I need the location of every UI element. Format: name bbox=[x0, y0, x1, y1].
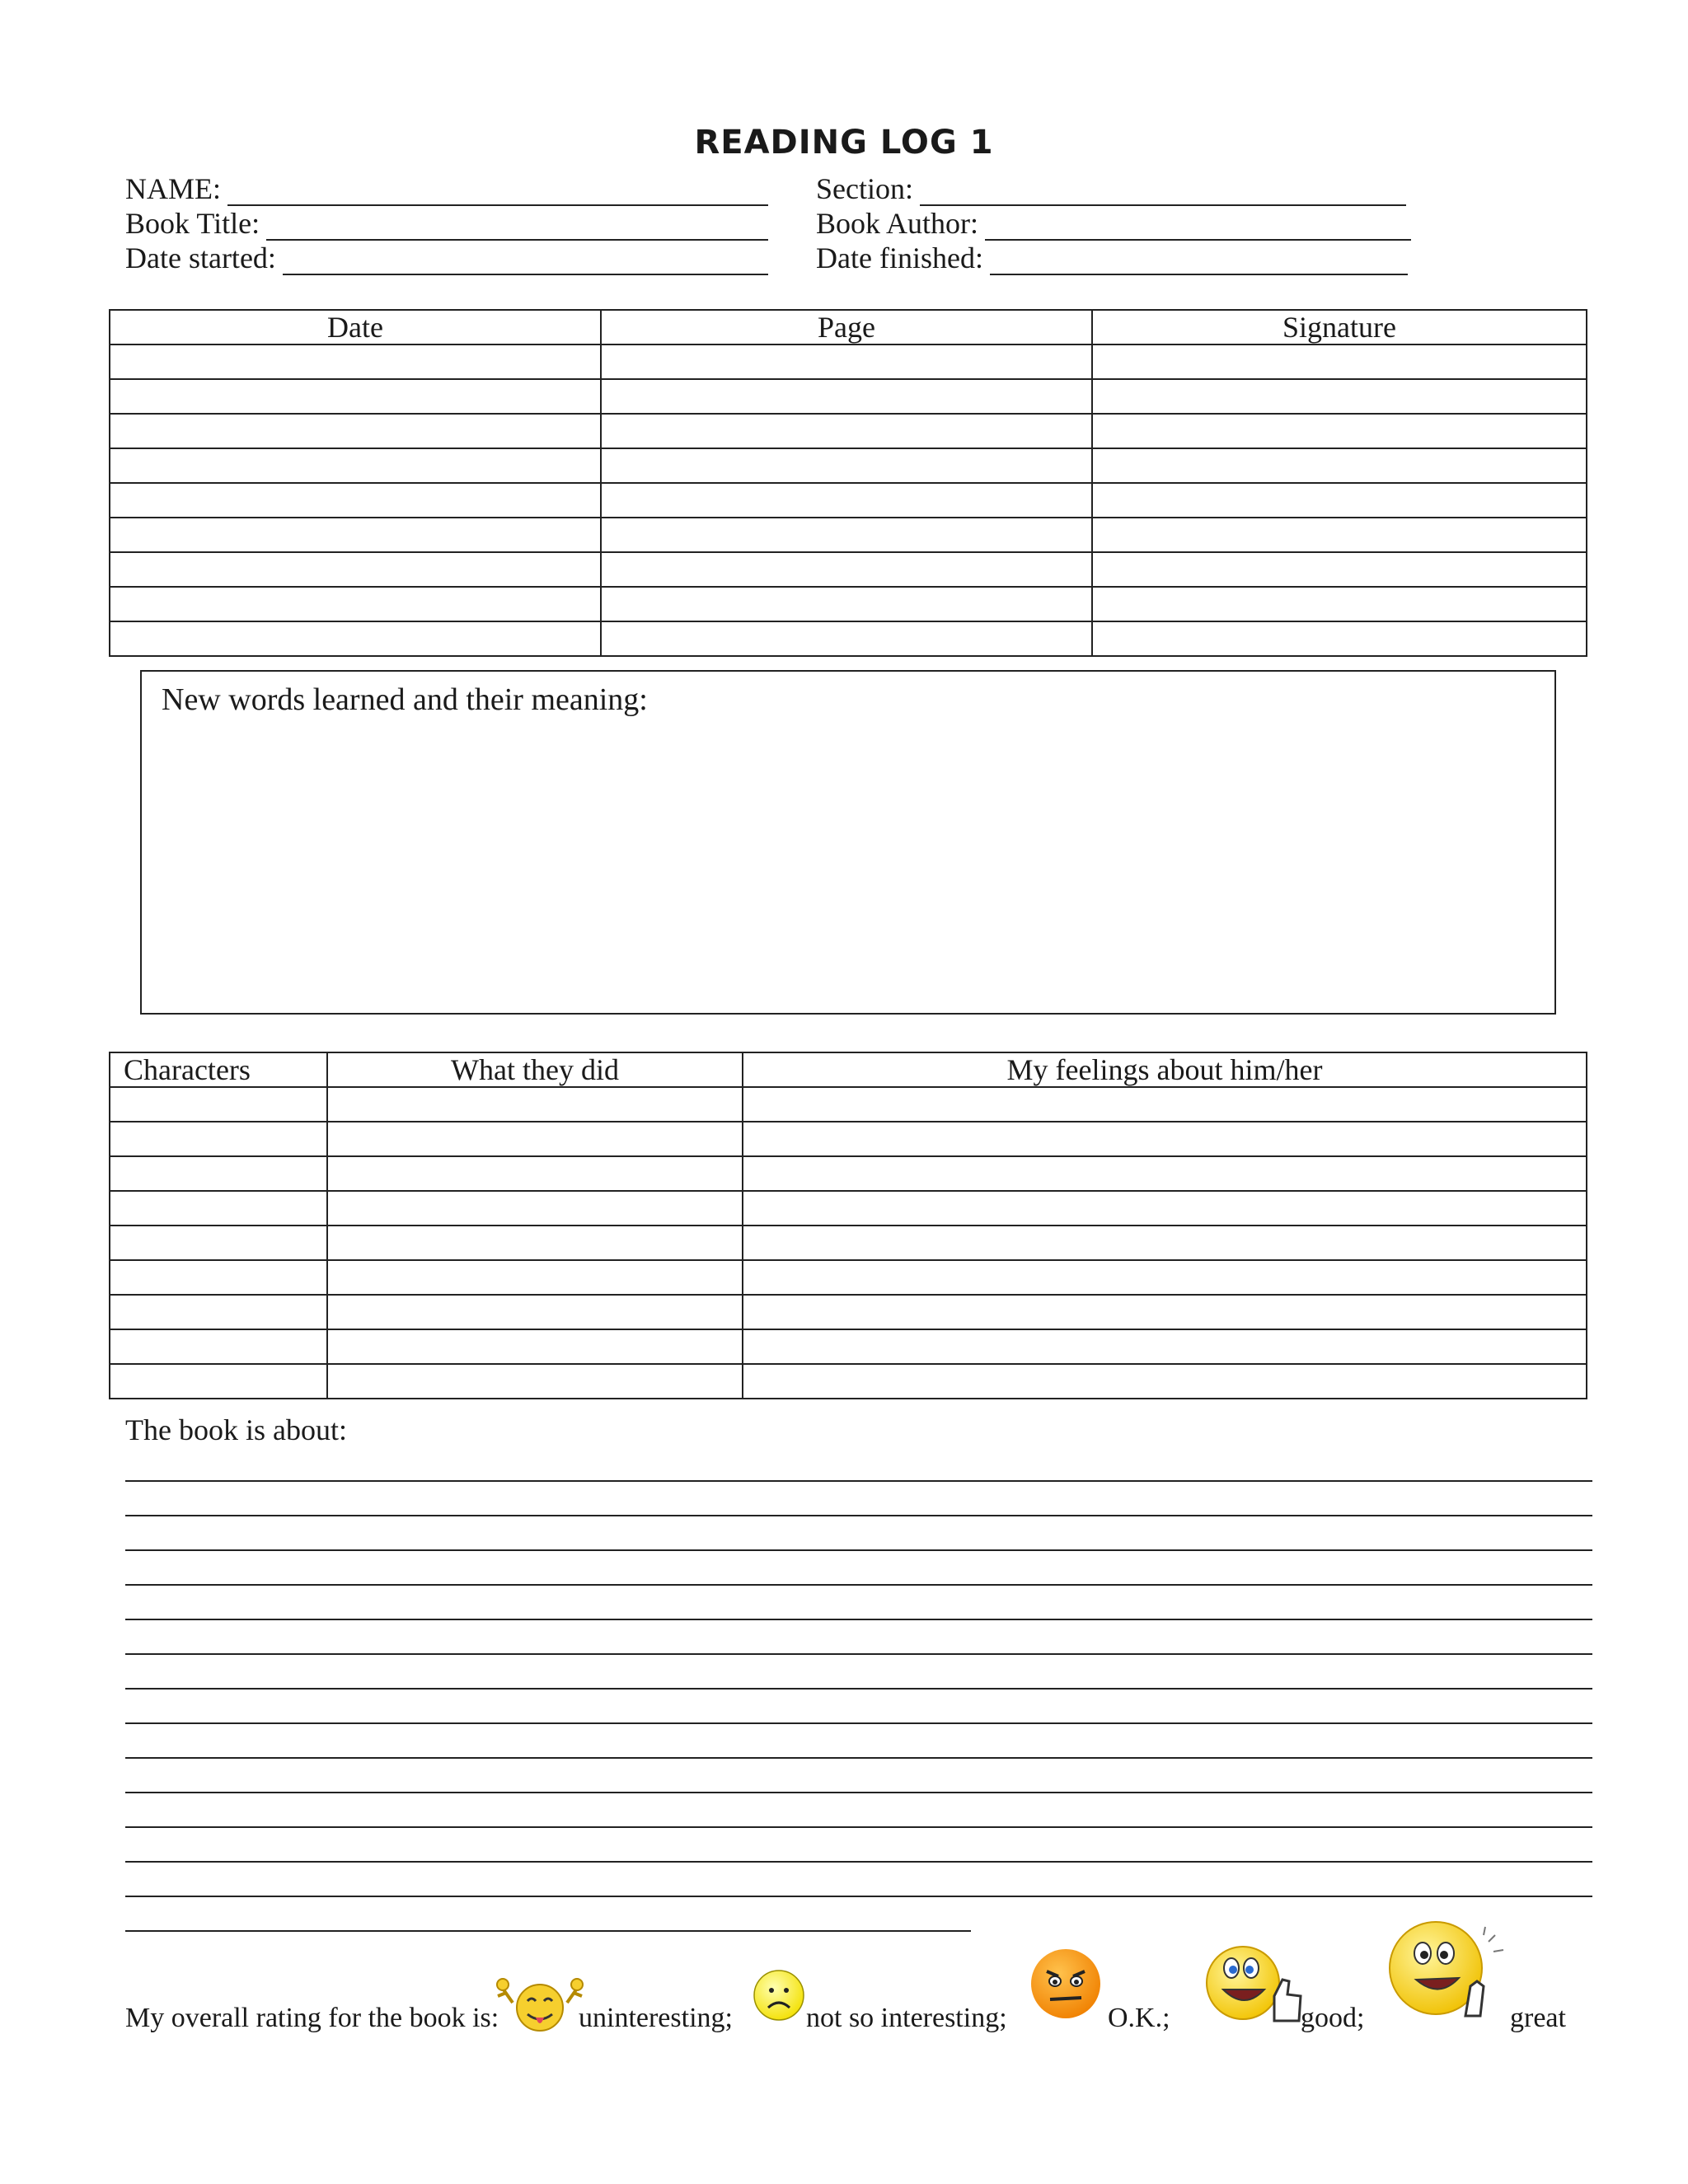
writing-line[interactable] bbox=[125, 1896, 1592, 1897]
table-cell[interactable] bbox=[1092, 379, 1587, 414]
column-header-signature: Signature bbox=[1092, 310, 1587, 344]
table-cell[interactable] bbox=[1092, 552, 1587, 587]
table-cell[interactable] bbox=[743, 1364, 1587, 1399]
frown-face-icon[interactable] bbox=[752, 1968, 806, 2027]
section-label: Section: bbox=[816, 172, 913, 205]
table-cell[interactable] bbox=[601, 448, 1092, 483]
table-row bbox=[110, 1329, 1587, 1364]
table-cell[interactable] bbox=[110, 448, 601, 483]
table-row bbox=[110, 344, 1587, 379]
table-cell[interactable] bbox=[110, 587, 601, 621]
tongue-out-face-icon[interactable] bbox=[495, 1971, 585, 2041]
table-cell[interactable] bbox=[743, 1295, 1587, 1329]
reading-log-table bbox=[109, 309, 1587, 657]
table-cell[interactable] bbox=[110, 518, 601, 552]
column-header-date: Date bbox=[110, 310, 601, 344]
table-cell[interactable] bbox=[743, 1226, 1587, 1260]
table-cell[interactable] bbox=[1092, 621, 1587, 656]
clapping-face-icon[interactable] bbox=[1385, 1917, 1508, 2028]
table-cell[interactable] bbox=[327, 1364, 743, 1399]
table-row bbox=[110, 552, 1587, 587]
book-title-line[interactable] bbox=[266, 211, 768, 241]
date-finished-line[interactable] bbox=[990, 246, 1408, 275]
table-row bbox=[110, 448, 1587, 483]
writing-line[interactable] bbox=[125, 1688, 1592, 1690]
date-started-label: Date started: bbox=[125, 241, 276, 274]
writing-line[interactable] bbox=[125, 1619, 1592, 1620]
table-cell[interactable] bbox=[110, 1191, 327, 1226]
table-cell[interactable] bbox=[327, 1260, 743, 1295]
table-cell[interactable] bbox=[110, 621, 601, 656]
table-cell[interactable] bbox=[601, 379, 1092, 414]
table-cell[interactable] bbox=[327, 1122, 743, 1156]
table-cell[interactable] bbox=[327, 1191, 743, 1226]
table-cell[interactable] bbox=[1092, 483, 1587, 518]
writing-line[interactable] bbox=[125, 1515, 1592, 1516]
book-title-field[interactable] bbox=[125, 204, 768, 241]
table-cell[interactable] bbox=[601, 587, 1092, 621]
rating-option-good: good; bbox=[1301, 2003, 1365, 2033]
table-header-row bbox=[110, 310, 1587, 344]
table-cell[interactable] bbox=[743, 1191, 1587, 1226]
table-cell[interactable] bbox=[110, 1364, 327, 1399]
table-row bbox=[110, 621, 1587, 656]
neutral-face-icon[interactable] bbox=[1029, 1947, 1103, 2025]
table-cell[interactable] bbox=[110, 483, 601, 518]
thumbs-up-face-icon[interactable] bbox=[1200, 1935, 1307, 2032]
rating-option-not-so-interesting: not so interesting; bbox=[806, 2003, 1007, 2033]
table-row bbox=[110, 518, 1587, 552]
table-row bbox=[110, 1295, 1587, 1329]
new-words-label: New words learned and their meaning: bbox=[162, 682, 648, 717]
writing-line[interactable] bbox=[125, 1722, 1592, 1724]
table-cell[interactable] bbox=[110, 414, 601, 448]
new-words-box[interactable] bbox=[140, 670, 1556, 1015]
book-author-line[interactable] bbox=[985, 211, 1411, 241]
table-cell[interactable] bbox=[327, 1156, 743, 1191]
table-cell[interactable] bbox=[327, 1329, 743, 1364]
table-cell[interactable] bbox=[601, 621, 1092, 656]
writing-line[interactable] bbox=[125, 1480, 1592, 1482]
table-cell[interactable] bbox=[1092, 518, 1587, 552]
rating-option-uninteresting: uninteresting; bbox=[579, 2003, 733, 2033]
table-cell[interactable] bbox=[327, 1226, 743, 1260]
table-cell[interactable] bbox=[743, 1087, 1587, 1122]
page-title: READING LOG 1 bbox=[694, 124, 994, 162]
date-finished-field[interactable] bbox=[816, 239, 1408, 275]
table-cell[interactable] bbox=[327, 1295, 743, 1329]
writing-line[interactable] bbox=[125, 1930, 971, 1932]
writing-line[interactable] bbox=[125, 1861, 1592, 1863]
characters-table bbox=[109, 1052, 1587, 1399]
table-row bbox=[110, 1226, 1587, 1260]
table-cell[interactable] bbox=[110, 344, 601, 379]
table-cell[interactable] bbox=[743, 1260, 1587, 1295]
date-started-line[interactable] bbox=[283, 246, 768, 275]
table-row bbox=[110, 414, 1587, 448]
table-cell[interactable] bbox=[110, 1156, 327, 1191]
table-cell[interactable] bbox=[110, 552, 601, 587]
table-row bbox=[110, 1087, 1587, 1122]
writing-line[interactable] bbox=[125, 1757, 1592, 1759]
table-cell[interactable] bbox=[110, 1226, 327, 1260]
table-cell[interactable] bbox=[601, 344, 1092, 379]
book-author-field[interactable] bbox=[816, 204, 1411, 241]
column-header-feelings: My feelings about him/her bbox=[743, 1052, 1587, 1087]
table-header-row bbox=[110, 1052, 1587, 1087]
table-cell[interactable] bbox=[110, 1087, 327, 1122]
section-line[interactable] bbox=[920, 176, 1406, 206]
table-row bbox=[110, 587, 1587, 621]
name-field[interactable] bbox=[125, 170, 768, 206]
table-row bbox=[110, 379, 1587, 414]
table-cell[interactable] bbox=[110, 379, 601, 414]
table-cell[interactable] bbox=[327, 1087, 743, 1122]
table-cell[interactable] bbox=[110, 1329, 327, 1364]
table-cell[interactable] bbox=[110, 1295, 327, 1329]
writing-line[interactable] bbox=[125, 1584, 1592, 1586]
table-cell[interactable] bbox=[743, 1122, 1587, 1156]
date-finished-label: Date finished: bbox=[816, 241, 983, 274]
table-row bbox=[110, 1122, 1587, 1156]
table-cell[interactable] bbox=[601, 414, 1092, 448]
table-cell[interactable] bbox=[1092, 448, 1587, 483]
table-cell[interactable] bbox=[601, 518, 1092, 552]
book-title-label: Book Title: bbox=[125, 207, 260, 240]
name-label: NAME: bbox=[125, 172, 221, 205]
table-cell[interactable] bbox=[601, 483, 1092, 518]
table-cell[interactable] bbox=[743, 1329, 1587, 1364]
table-cell[interactable] bbox=[601, 552, 1092, 587]
rating-option-ok: O.K.; bbox=[1108, 2003, 1170, 2033]
table-cell[interactable] bbox=[1092, 344, 1587, 379]
book-about-label: The book is about: bbox=[125, 1413, 347, 1446]
name-line[interactable] bbox=[227, 176, 768, 206]
table-cell[interactable] bbox=[1092, 414, 1587, 448]
writing-line[interactable] bbox=[125, 1653, 1592, 1655]
table-cell[interactable] bbox=[743, 1156, 1587, 1191]
section-field[interactable] bbox=[816, 170, 1406, 206]
rating-option-great: great bbox=[1510, 2003, 1566, 2033]
writing-line[interactable] bbox=[125, 1826, 1592, 1828]
table-cell[interactable] bbox=[110, 1122, 327, 1156]
writing-line[interactable] bbox=[125, 1792, 1592, 1793]
column-header-page: Page bbox=[601, 310, 1092, 344]
column-header-characters: Characters bbox=[110, 1052, 327, 1087]
writing-line[interactable] bbox=[125, 1549, 1592, 1551]
rating-prompt: My overall rating for the book is: bbox=[125, 2003, 499, 2033]
date-started-field[interactable] bbox=[125, 239, 768, 275]
table-cell[interactable] bbox=[110, 1260, 327, 1295]
table-row bbox=[110, 1364, 1587, 1399]
table-cell[interactable] bbox=[1092, 587, 1587, 621]
table-row bbox=[110, 1191, 1587, 1226]
table-row bbox=[110, 1260, 1587, 1295]
column-header-what-they-did: What they did bbox=[327, 1052, 743, 1087]
table-row bbox=[110, 1156, 1587, 1191]
book-author-label: Book Author: bbox=[816, 207, 979, 240]
table-row bbox=[110, 483, 1587, 518]
